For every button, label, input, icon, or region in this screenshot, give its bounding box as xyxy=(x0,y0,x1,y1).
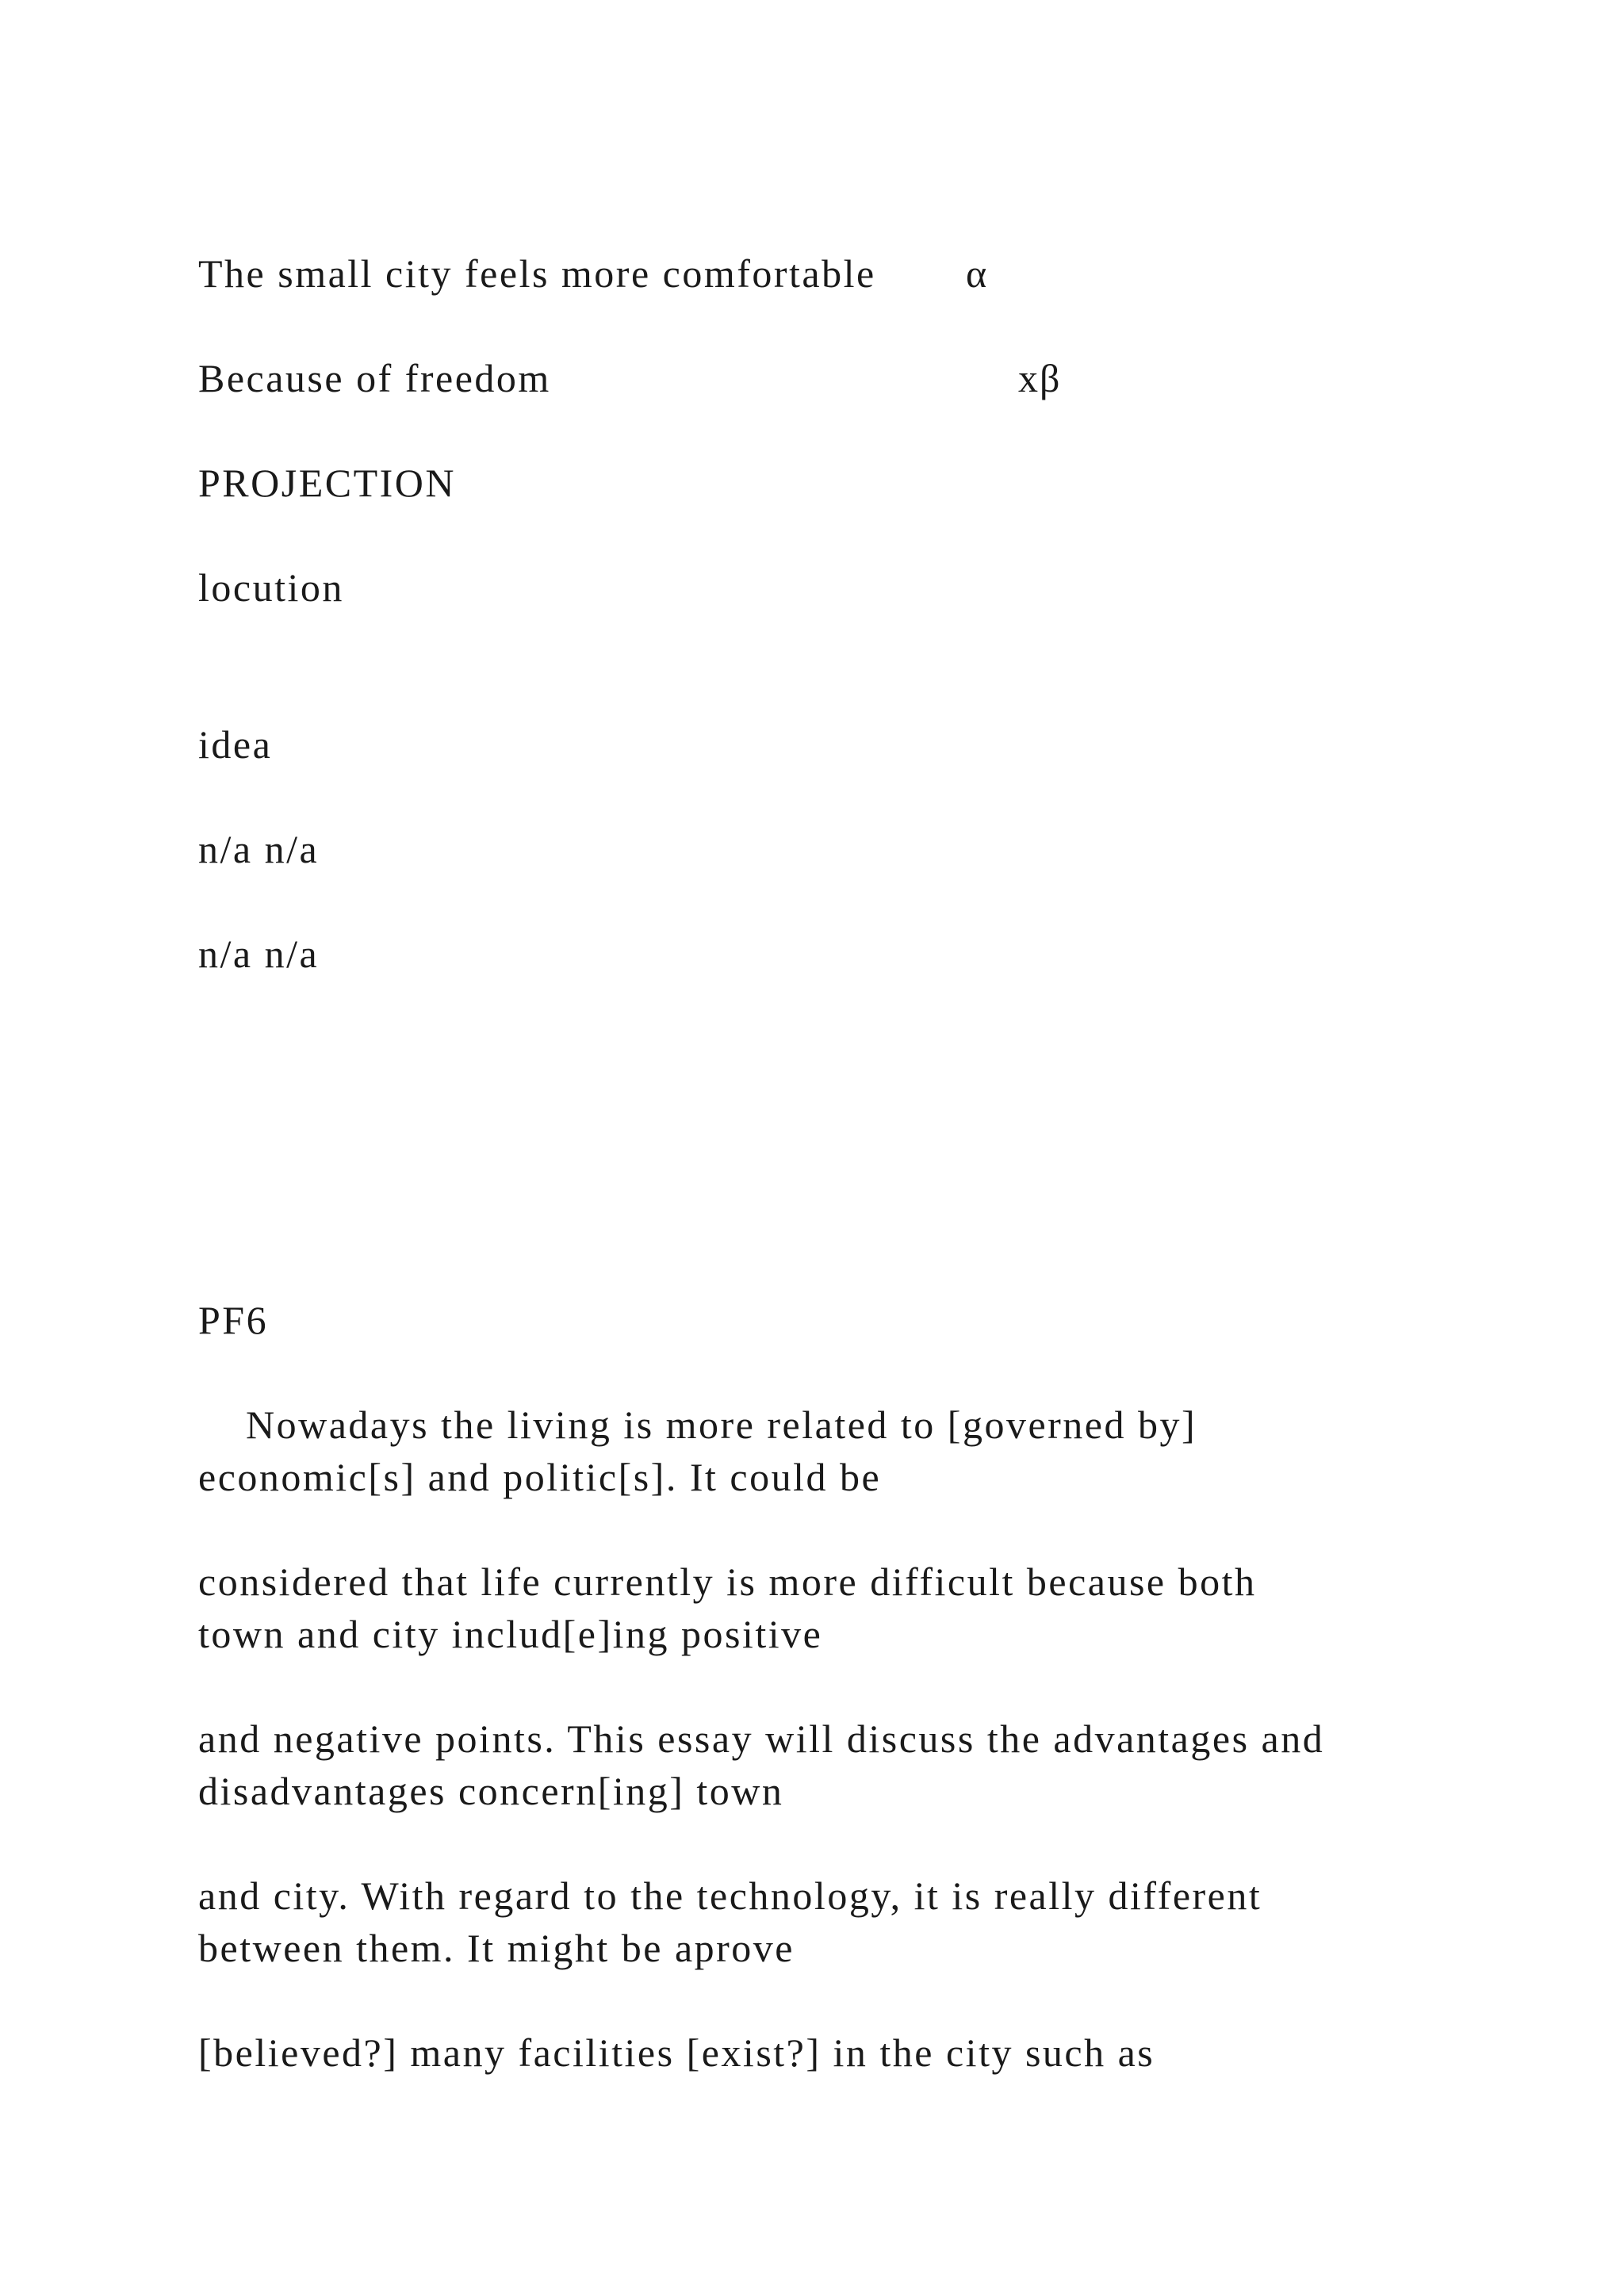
paragraph-4-line-1: and city. With regard to the technology, it is really different xyxy=(198,1873,1262,1918)
section-label: PF6 xyxy=(198,1298,269,1342)
paragraph-2-line-1: considered that life currently is more difficult because both xyxy=(198,1559,1257,1604)
paragraph-5 xyxy=(198,2026,1515,2079)
paragraph-4 xyxy=(198,1869,1515,1974)
paragraph-5-line-1: [believed?] many facilities [exist?] in the city such as xyxy=(198,2030,1155,2075)
paragraph-1 xyxy=(198,1399,1515,1503)
paragraph-2 xyxy=(198,1556,1515,1660)
alpha-symbol: α xyxy=(966,251,989,296)
header-line-2: Because of freedom xyxy=(198,356,551,400)
header-line-3: PROJECTION xyxy=(198,461,457,505)
header-line-1: The small city feels more comfortable xyxy=(198,251,876,296)
paragraph-3-line-1: and negative points. This essay will discuss the advantages and xyxy=(198,1716,1325,1761)
header-line-5: idea xyxy=(198,722,273,767)
paragraph-3 xyxy=(198,1712,1515,1817)
header-line-6: n/a n/a xyxy=(198,827,320,871)
paragraph-3-line-2: disadvantages concern[ing] town xyxy=(198,1769,784,1813)
paragraph-1-line-1: Nowadays the living is more related to [governed by] xyxy=(198,1402,1197,1447)
paragraph-2-line-2: town and city includ[e]ing positive xyxy=(198,1612,823,1656)
header-line-7: n/a n/a xyxy=(198,932,320,976)
paragraph-1-line-2: economic[s] and politic[s]. It could be xyxy=(198,1455,882,1499)
xbeta-symbol: xβ xyxy=(1018,356,1062,400)
header-line-4: locution xyxy=(198,565,344,610)
paragraph-4-line-2: between them. It might be aprove xyxy=(198,1926,795,1970)
